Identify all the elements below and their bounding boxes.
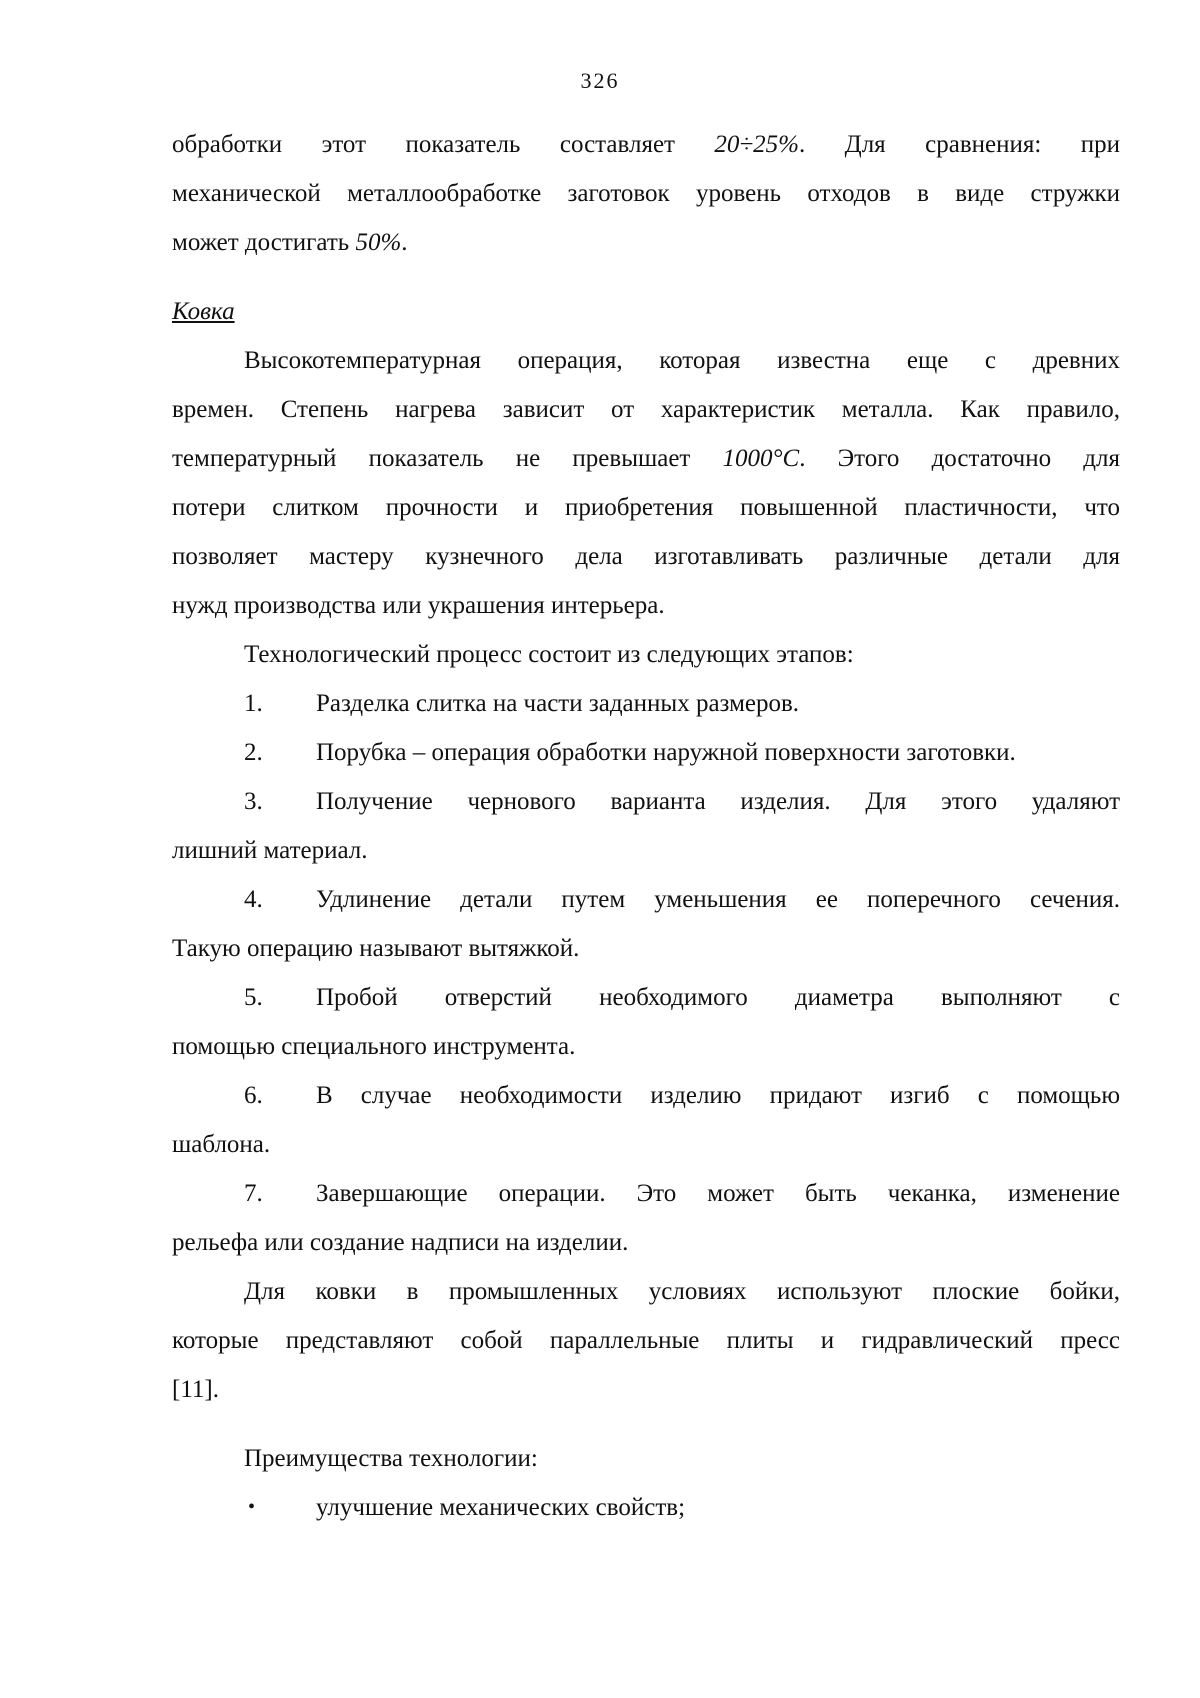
heading-text: Ковка xyxy=(172,298,235,325)
list-text: Завершающие операции. Это может быть чеканка, изменение xyxy=(316,1180,1120,1207)
paragraph-line: механической металлообработке заготовок уровень отходов в виде стружки xyxy=(172,180,1120,207)
spacer xyxy=(172,267,1120,287)
list-item xyxy=(172,728,1120,777)
list-number: 4. xyxy=(244,886,263,913)
page-content xyxy=(172,120,1120,1532)
paragraph-line xyxy=(172,218,1120,267)
list-text: Пробой отверстий необходимого диаметра выполняют с xyxy=(316,984,1120,1011)
list-item xyxy=(172,1169,1120,1218)
list-item-continuation: Такую операцию называют вытяжкой. xyxy=(172,935,580,962)
paragraph-line: Технологический процесс состоит из следующих этапов: xyxy=(244,641,854,668)
text-run: температурный показатель не превышает xyxy=(172,445,723,472)
paragraph-line xyxy=(172,120,1120,169)
text-run: обработки этот показатель составляет xyxy=(172,131,715,158)
bullet-text: улучшение механических свойств; xyxy=(316,1494,686,1521)
list-number: 1. xyxy=(244,690,263,717)
page-number: 326 xyxy=(580,68,620,93)
list-item-continuation: лишний материал. xyxy=(172,837,368,864)
paragraph-line: Преимущества технологии: xyxy=(244,1445,538,1472)
spacer xyxy=(172,1414,1120,1434)
list-number: 3. xyxy=(244,788,263,815)
list-item xyxy=(172,777,1120,826)
list-item xyxy=(172,1071,1120,1120)
paragraph-line: позволяет мастеру кузнечного дела изготавливать различные детали для xyxy=(172,543,1120,570)
text-run: может достигать xyxy=(172,229,356,256)
list-text: Получение чернового варианта изделия. Для этого удаляют xyxy=(316,788,1120,815)
list-number: 2. xyxy=(244,739,263,766)
text-run: . xyxy=(401,229,408,256)
text-run: . Этого достаточно для xyxy=(799,445,1120,472)
list-text: Порубка – операция обработки наружной поверхности заготовки. xyxy=(316,739,1016,766)
list-item xyxy=(172,875,1120,924)
paragraph-line: которые представляют собой параллельные плиты и гидравлический пресс xyxy=(172,1327,1120,1354)
bullet-icon: • xyxy=(248,1496,256,1518)
list-text: Удлинение детали путем уменьшения ее поперечного сечения. xyxy=(316,886,1120,913)
list-text: В случае необходимости изделию придают изгиб с помощью xyxy=(316,1082,1120,1109)
paragraph-line: Для ковки в промышленных условиях используют плоские бойки, xyxy=(244,1278,1120,1305)
list-number: 5. xyxy=(244,984,263,1011)
percent-range: 20÷25% xyxy=(714,131,799,158)
section-heading xyxy=(172,287,1120,336)
list-item xyxy=(172,679,1120,728)
list-item-continuation: помощью специального инструмента. xyxy=(172,1033,576,1060)
bullet-item xyxy=(172,1483,1120,1532)
list-item xyxy=(172,973,1120,1022)
paragraph-line: нужд производства или украшения интерьера. xyxy=(172,592,665,619)
list-text: Разделка слитка на части заданных размеров. xyxy=(316,690,800,717)
paragraph-line: потери слитком прочности и приобретения повышенной пластичности, что xyxy=(172,494,1120,521)
list-number: 7. xyxy=(244,1180,263,1207)
paragraph-line: Высокотемпературная операция, которая известна еще с древних xyxy=(244,347,1120,374)
temperature-value: 1000°C xyxy=(722,445,800,472)
list-number: 6. xyxy=(244,1082,263,1109)
percent-value: 50% xyxy=(355,229,402,256)
list-item-continuation: шаблона. xyxy=(172,1131,271,1158)
paragraph-line: [11]. xyxy=(172,1376,219,1403)
paragraph-line xyxy=(172,434,1120,483)
text-run: . Для сравнения: при xyxy=(798,131,1120,158)
list-item-continuation: рельефа или создание надписи на изделии. xyxy=(172,1229,629,1256)
paragraph-line: времен. Степень нагрева зависит от характеристик металла. Как правило, xyxy=(172,396,1120,423)
